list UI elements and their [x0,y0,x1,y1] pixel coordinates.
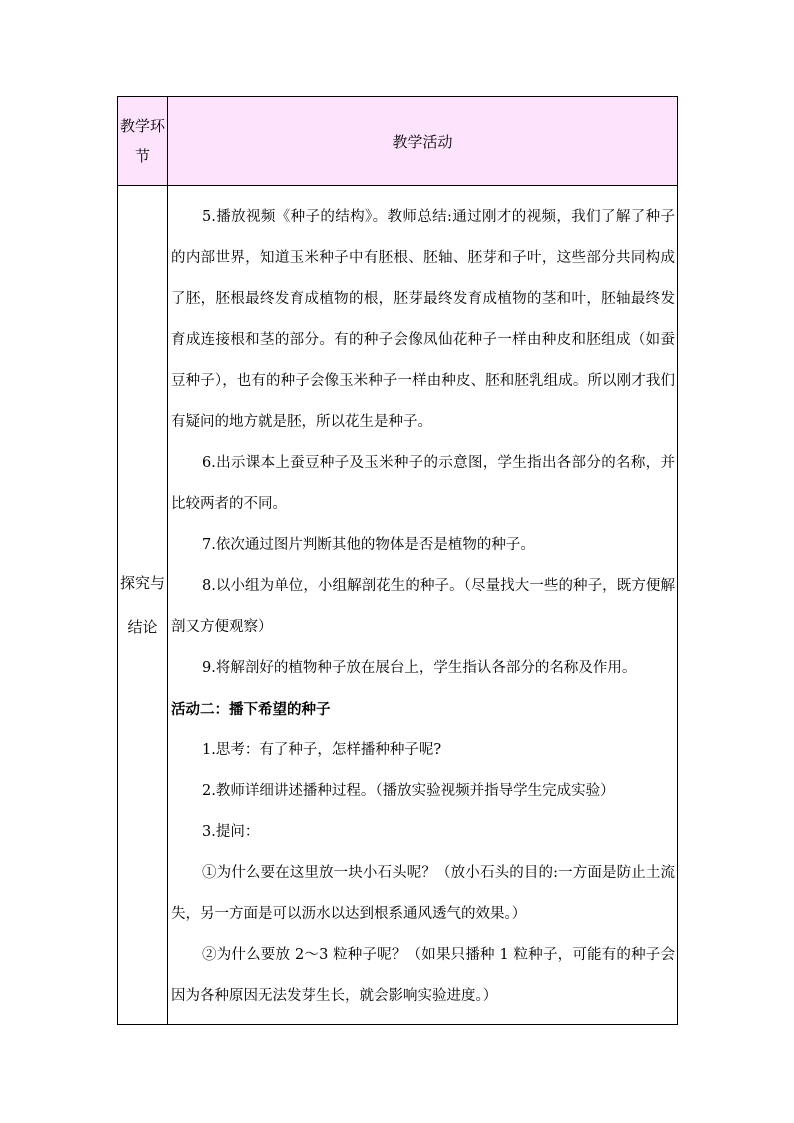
activity-heading: 活动二：播下希望的种子 [171,700,331,718]
table-header-row [118,97,678,186]
stage-header-label: 教学环节 [119,117,165,165]
activity-header-cell [168,97,678,186]
activity-paragraph: ②为什么要放 2～3 粒种子呢？（如果只播种 1 粒种子，可能有的种子会因为各种原因无法发芽生长，就会影响实验进度。） [171,946,675,1004]
lesson-plan-table [117,96,678,1025]
activity-paragraph: 1.思考：有了种子，怎样播种种子呢? [202,741,442,758]
table-row [118,186,678,1025]
activity-paragraph: 6.出示课本上蚕豆种子及玉米种子的示意图，学生指出各部分的名称，并比较两者的不同。 [171,454,675,512]
stage-label: 探究与结论 [119,574,165,636]
activity-paragraph: 5.播放视频《种子的结构》。教师总结:通过刚才的视频，我们了解了种子的内部世界，知道玉米种子中有胚根、胚轴、胚芽和子叶，这些部分共同构成了胚，胚根最终发育成植物的根，胚芽最终发育成植物的茎和叶，胚轴最终发育成连接根和茎的部分。有的种子会像凤仙花种子一样由种皮和胚组成（如蚕豆种子），也有的种子会像玉米种子一样由种皮、胚和胚乳组成。所以刚才我们有疑问的地方就是胚，所以花生是种子。 [171,208,675,430]
stage-header-cell [118,97,168,186]
activity-content [168,194,677,1017]
stage-cell [118,186,168,1025]
activity-paragraph: 7.依次通过图片判断其他的物体是否是植物的种子。 [202,536,535,553]
activity-paragraph: 2.教师详细讲述播种过程。（播放实验视频并指导学生完成实验） [202,782,615,799]
activity-cell [168,186,678,1025]
activity-header-label: 教学活动 [392,132,453,151]
activity-paragraph: 3.提问： [202,823,260,840]
activity-paragraph: 9.将解剖好的植物种子放在展台上，学生指认各部分的名称及作用。 [202,659,637,676]
activity-paragraph: ①为什么要在这里放一块小石头呢？（放小石头的目的:一方面是防止土流失，另一方面是可以沥水以达到根系通风透气的效果。） [171,864,675,922]
activity-paragraph: 8.以小组为单位，小组解剖花生的种子。（尽量找大一些的种子，既方便解剖又方便观察） [171,577,675,635]
